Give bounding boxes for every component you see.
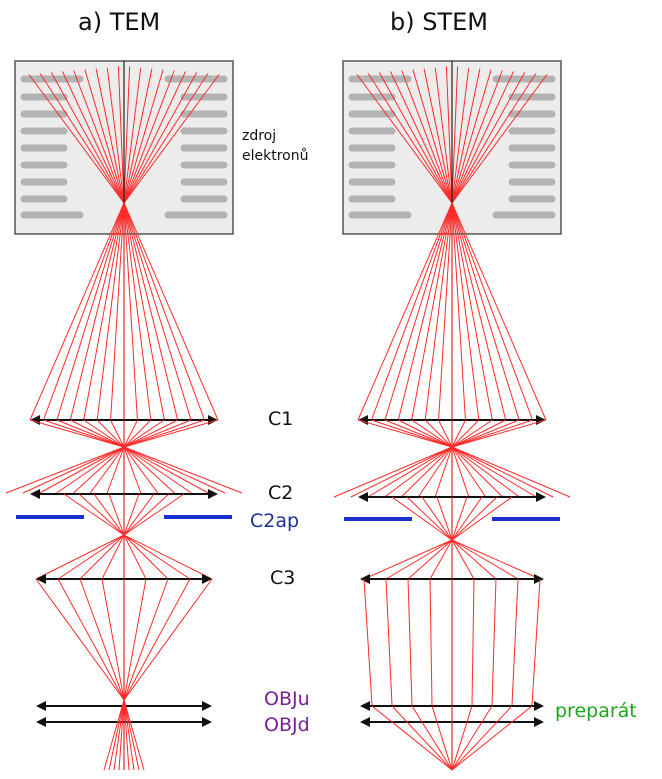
c3-label: C3 xyxy=(270,567,296,589)
ray-to-c3 xyxy=(58,535,124,579)
ray-c2-cross xyxy=(407,497,452,540)
ray-to-c1 xyxy=(124,203,205,420)
ray-c1-cross xyxy=(371,420,452,447)
ray-c1-cross xyxy=(452,420,533,447)
obj-lower-lens-arrow-icon-head-left xyxy=(360,717,370,727)
ray-c2-cross xyxy=(94,494,124,535)
obj-upper-lens-arrow-icon-head-right xyxy=(534,701,544,711)
ray-to-c1 xyxy=(452,203,533,420)
ray-below-obj xyxy=(392,706,452,770)
c2ap-label: C2ap xyxy=(250,510,300,532)
source-label-line2: elektronů xyxy=(242,148,309,164)
ray-to-c2 xyxy=(124,447,208,493)
ray-c2-cross xyxy=(452,497,497,540)
ray-to-c2 xyxy=(23,447,124,493)
ray-to-c2 xyxy=(57,447,124,493)
obj-upper-lens-arrow-icon-head-right xyxy=(202,701,212,711)
ray-to-c1 xyxy=(57,203,124,420)
ray-c2-cross xyxy=(437,497,452,540)
ray-to-c2 xyxy=(452,447,553,497)
ray-to-c1 xyxy=(84,203,124,420)
obj-upper-label: OBJu xyxy=(264,688,310,710)
ray-below-obj xyxy=(452,706,492,770)
ray-c3-obj xyxy=(124,579,168,700)
ray-c3-obj xyxy=(364,579,372,705)
ray-to-c1 xyxy=(412,203,452,420)
ray-to-c1 xyxy=(371,203,452,420)
ray-to-c2 xyxy=(385,447,452,497)
ray-to-c2 xyxy=(452,447,536,497)
ray-below-obj xyxy=(452,706,472,770)
ray-to-c1 xyxy=(97,203,124,420)
ray-to-c3 xyxy=(452,540,518,579)
ray-to-c2 xyxy=(351,447,452,497)
ray-to-c2 xyxy=(334,447,452,497)
ray-to-c3 xyxy=(124,535,168,579)
c2-lens-arrow-icon-head-right xyxy=(536,492,546,502)
c3-lens-arrow-icon-head-right xyxy=(534,574,544,584)
ray-c2-cross xyxy=(124,494,169,535)
ray-to-c1 xyxy=(124,203,164,420)
ray-below-obj xyxy=(452,706,512,770)
ray-c3-obj xyxy=(430,579,432,705)
ray-to-c3 xyxy=(102,535,124,579)
obj-lower-label: OBJd xyxy=(264,714,310,736)
tem-title: a) TEM xyxy=(78,8,161,36)
obj-lower-lens-arrow-icon-head-left xyxy=(36,717,46,727)
ray-to-c1 xyxy=(452,203,546,420)
ray-to-c3 xyxy=(124,535,190,579)
ray-to-c1 xyxy=(452,203,519,420)
ray-to-c2 xyxy=(368,447,452,497)
ray-c3-obj xyxy=(532,579,540,705)
ray-to-c2 xyxy=(452,447,570,497)
ray-to-c3 xyxy=(36,535,124,579)
ray-to-c1 xyxy=(452,203,479,420)
ray-below-obj xyxy=(114,700,124,770)
ray-c2-cross xyxy=(79,494,124,535)
obj-upper-lens-arrow-icon-head-left xyxy=(360,701,370,711)
ray-c2-cross xyxy=(124,494,184,535)
stem-title: b) STEM xyxy=(390,8,488,36)
ray-c3-obj xyxy=(492,579,496,705)
specimen-label: preparát xyxy=(555,700,637,722)
c2-lens-arrow-icon-head-left xyxy=(30,489,40,499)
ray-c3-obj xyxy=(472,579,474,705)
ray-to-c1 xyxy=(124,203,178,420)
ray-c2-cross xyxy=(124,494,154,535)
ray-to-c1 xyxy=(111,203,124,420)
ray-to-c1 xyxy=(124,203,218,420)
ray-below-obj xyxy=(372,706,452,770)
ray-to-c1 xyxy=(124,203,191,420)
ray-to-c2 xyxy=(40,447,124,493)
ray-to-c3 xyxy=(364,540,452,579)
c3-lens-arrow-icon-head-left xyxy=(360,574,370,584)
ray-below-obj xyxy=(452,706,532,770)
ray-to-c3 xyxy=(452,540,474,579)
ray-c3-obj xyxy=(58,579,124,700)
ray-c2-cross xyxy=(124,494,139,535)
ray-c2-cross xyxy=(422,497,452,540)
ray-to-c1 xyxy=(30,203,124,420)
ray-to-c1 xyxy=(398,203,452,420)
ray-to-c2 xyxy=(124,447,225,493)
ray-to-c2 xyxy=(124,447,242,493)
ray-c3-obj xyxy=(512,579,518,705)
stem-column xyxy=(334,61,570,770)
obj-upper-lens-arrow-icon-head-left xyxy=(36,701,46,711)
ray-to-c1 xyxy=(124,203,137,420)
ray-below-obj xyxy=(124,700,134,770)
ray-to-c1 xyxy=(452,203,465,420)
ray-to-c1 xyxy=(385,203,452,420)
obj-lower-lens-arrow-icon-head-right xyxy=(202,717,212,727)
ray-c2-cross xyxy=(452,497,467,540)
c3-lens-arrow-icon-head-right xyxy=(202,574,212,584)
ray-to-c3 xyxy=(452,540,540,579)
ray-to-c2 xyxy=(124,447,191,493)
ray-to-c3 xyxy=(386,540,452,579)
ray-to-c3 xyxy=(408,540,452,579)
ray-c3-obj xyxy=(80,579,124,700)
ray-to-c3 xyxy=(430,540,452,579)
ray-below-obj xyxy=(432,706,452,770)
ray-to-c1 xyxy=(124,203,151,420)
ray-c1-cross xyxy=(43,420,124,447)
c2-lens-arrow-icon-head-left xyxy=(358,492,368,502)
c2-label: C2 xyxy=(268,482,294,504)
ray-c3-obj xyxy=(124,579,146,700)
tem-column xyxy=(6,61,242,770)
c2-lens-arrow-icon-head-right xyxy=(208,489,218,499)
ray-to-c2 xyxy=(452,447,519,497)
c3-lens-arrow-icon-head-left xyxy=(36,574,46,584)
ray-below-obj xyxy=(412,706,452,770)
ray-to-c2 xyxy=(6,447,124,493)
ray-to-c1 xyxy=(358,203,452,420)
ray-to-c3 xyxy=(452,540,496,579)
ray-c3-obj xyxy=(102,579,124,700)
ray-c2-cross xyxy=(109,494,124,535)
c1-label: C1 xyxy=(268,408,294,430)
ray-to-c1 xyxy=(425,203,452,420)
ray-c1-cross xyxy=(124,420,205,447)
ray-c2-cross xyxy=(64,494,124,535)
obj-lower-lens-arrow-icon-head-right xyxy=(534,717,544,727)
ray-to-c1 xyxy=(43,203,124,420)
ray-c3-obj xyxy=(386,579,392,705)
ray-c3-obj xyxy=(124,579,212,700)
ray-to-c3 xyxy=(124,535,212,579)
source-label-line1: zdroj xyxy=(242,128,277,144)
ray-to-c1 xyxy=(452,203,506,420)
ray-c3-obj xyxy=(124,579,190,700)
ray-c2-cross xyxy=(452,497,482,540)
ray-to-c1 xyxy=(452,203,492,420)
ray-to-c1 xyxy=(70,203,124,420)
ray-to-c3 xyxy=(80,535,124,579)
ray-to-c3 xyxy=(124,535,146,579)
ray-c3-obj xyxy=(36,579,124,700)
ray-to-c1 xyxy=(439,203,452,420)
ray-c3-obj xyxy=(408,579,412,705)
